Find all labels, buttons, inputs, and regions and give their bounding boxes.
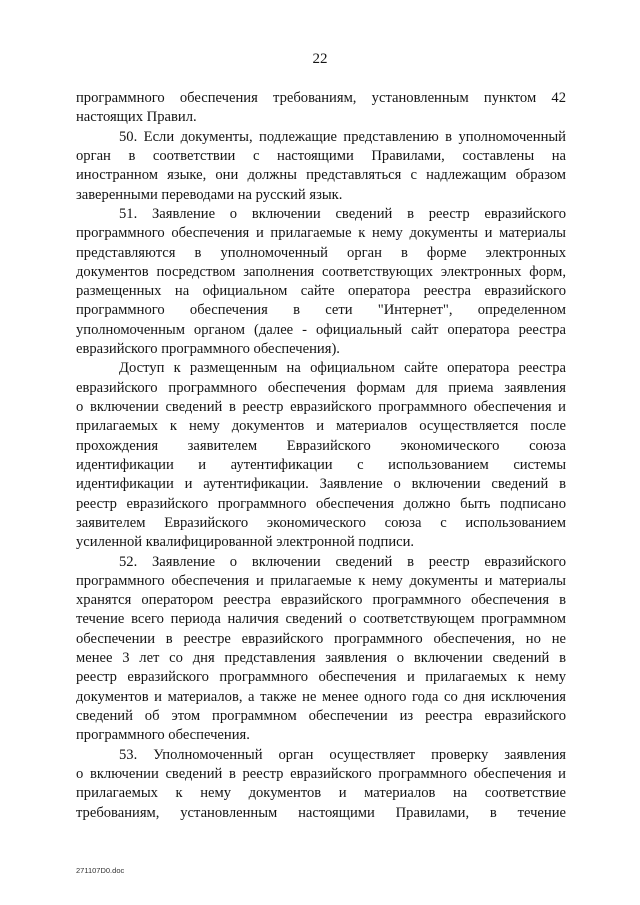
text-line: течение всего периода наличия сведений о соответствующем программном — [76, 611, 566, 628]
paragraph-item-52 — [76, 553, 566, 746]
text-line: настоящих Правил. — [76, 109, 197, 126]
text-line: о включении сведений в реестр евразийского программного обеспечения и — [76, 399, 566, 415]
paragraph-item-50 — [76, 128, 566, 205]
text-line: евразийского программного обеспечения). — [76, 341, 340, 358]
text-line: Доступ к размещенным на официальном сайте оператора реестра — [119, 360, 566, 377]
text-line: 50. Если документы, подлежащие представлению в уполномоченный — [119, 128, 566, 145]
text-line: евразийского программного обеспечения формам для приема заявления — [76, 379, 566, 396]
text-line: документов и материалов, а также не менее одного года со дня исключения — [76, 688, 566, 705]
text-line: программного обеспечения требованиям, установленным пунктом 42 — [76, 90, 566, 106]
document-body — [76, 89, 566, 823]
text-line: усиленной квалифицированной электронной подписи. — [76, 534, 415, 551]
text-line: документов посредством заполнения соответствующих электронных форм, — [76, 263, 566, 280]
text-line: реестр евразийского программного обеспечения должно быть подписано — [76, 495, 566, 512]
paragraph-access — [76, 359, 566, 552]
text-line: о включении сведений в реестр евразийского программного обеспечения и — [76, 765, 566, 782]
text-line: заявителем Евразийского экономического союза с использованием — [76, 514, 566, 531]
text-line: обеспечении в реестре евразийского программного обеспечения, но не — [76, 630, 566, 647]
paragraph-item-53 — [76, 746, 566, 823]
text-line: хранятся оператором реестра евразийского программного обеспечения в — [76, 592, 566, 609]
page-number: 22 — [312, 51, 328, 67]
text-line: требованиям, установленным настоящими Правилами, в течение — [76, 804, 566, 821]
text-line: 52. Заявление о включении сведений в реестр евразийского — [119, 553, 566, 570]
text-line: 51. Заявление о включении сведений в реестр евразийского — [119, 205, 566, 222]
text-line: представляются в уполномоченный орган в форме электронных — [76, 244, 566, 261]
text-line: орган в соответствии с настоящими Правилами, составлены на — [76, 147, 566, 164]
text-line: программного обеспечения в сети "Интернет", определенном — [76, 302, 566, 319]
text-line: размещенных на официальном сайте оператора реестра евразийского — [76, 283, 566, 300]
text-line: программного обеспечения и прилагаемые к нему документы и материалы — [76, 225, 566, 242]
text-line: 53. Уполномоченный орган осуществляет проверку заявления — [119, 746, 566, 763]
text-line: иностранном языке, они должны представляться с надлежащим образом — [76, 167, 566, 184]
text-line: прохождения заявителем Евразийского экономического союза — [76, 437, 566, 454]
text-line: реестр евразийского программного обеспечения и прилагаемых к нему — [76, 669, 566, 686]
text-line: идентификации и аутентификации с использованием системы — [76, 456, 566, 473]
text-line: менее 3 лет со дня представления заявления о включении сведений в — [76, 650, 566, 667]
text-line: сведений об этом программном обеспечении из реестра евразийского — [76, 708, 566, 724]
footer-file-name: 271107D0.doc — [76, 866, 125, 875]
text-line: прилагаемых к нему документов и материалов на соответствие — [76, 785, 566, 802]
paragraph-continuation — [76, 89, 566, 128]
paragraph-item-51 — [76, 205, 566, 360]
text-line: заверенными переводами на русский язык. — [76, 186, 343, 203]
text-line: уполномоченным органом (далее - официальный сайт оператора реестра — [76, 321, 566, 338]
text-line: программного обеспечения и прилагаемые к нему документы и материалы — [76, 572, 566, 589]
text-line: программного обеспечения. — [76, 727, 250, 744]
text-line: прилагаемых к нему документов и материалов осуществляется после — [76, 418, 566, 435]
text-line: идентификации и аутентификации. Заявление о включении сведений в — [76, 476, 566, 493]
